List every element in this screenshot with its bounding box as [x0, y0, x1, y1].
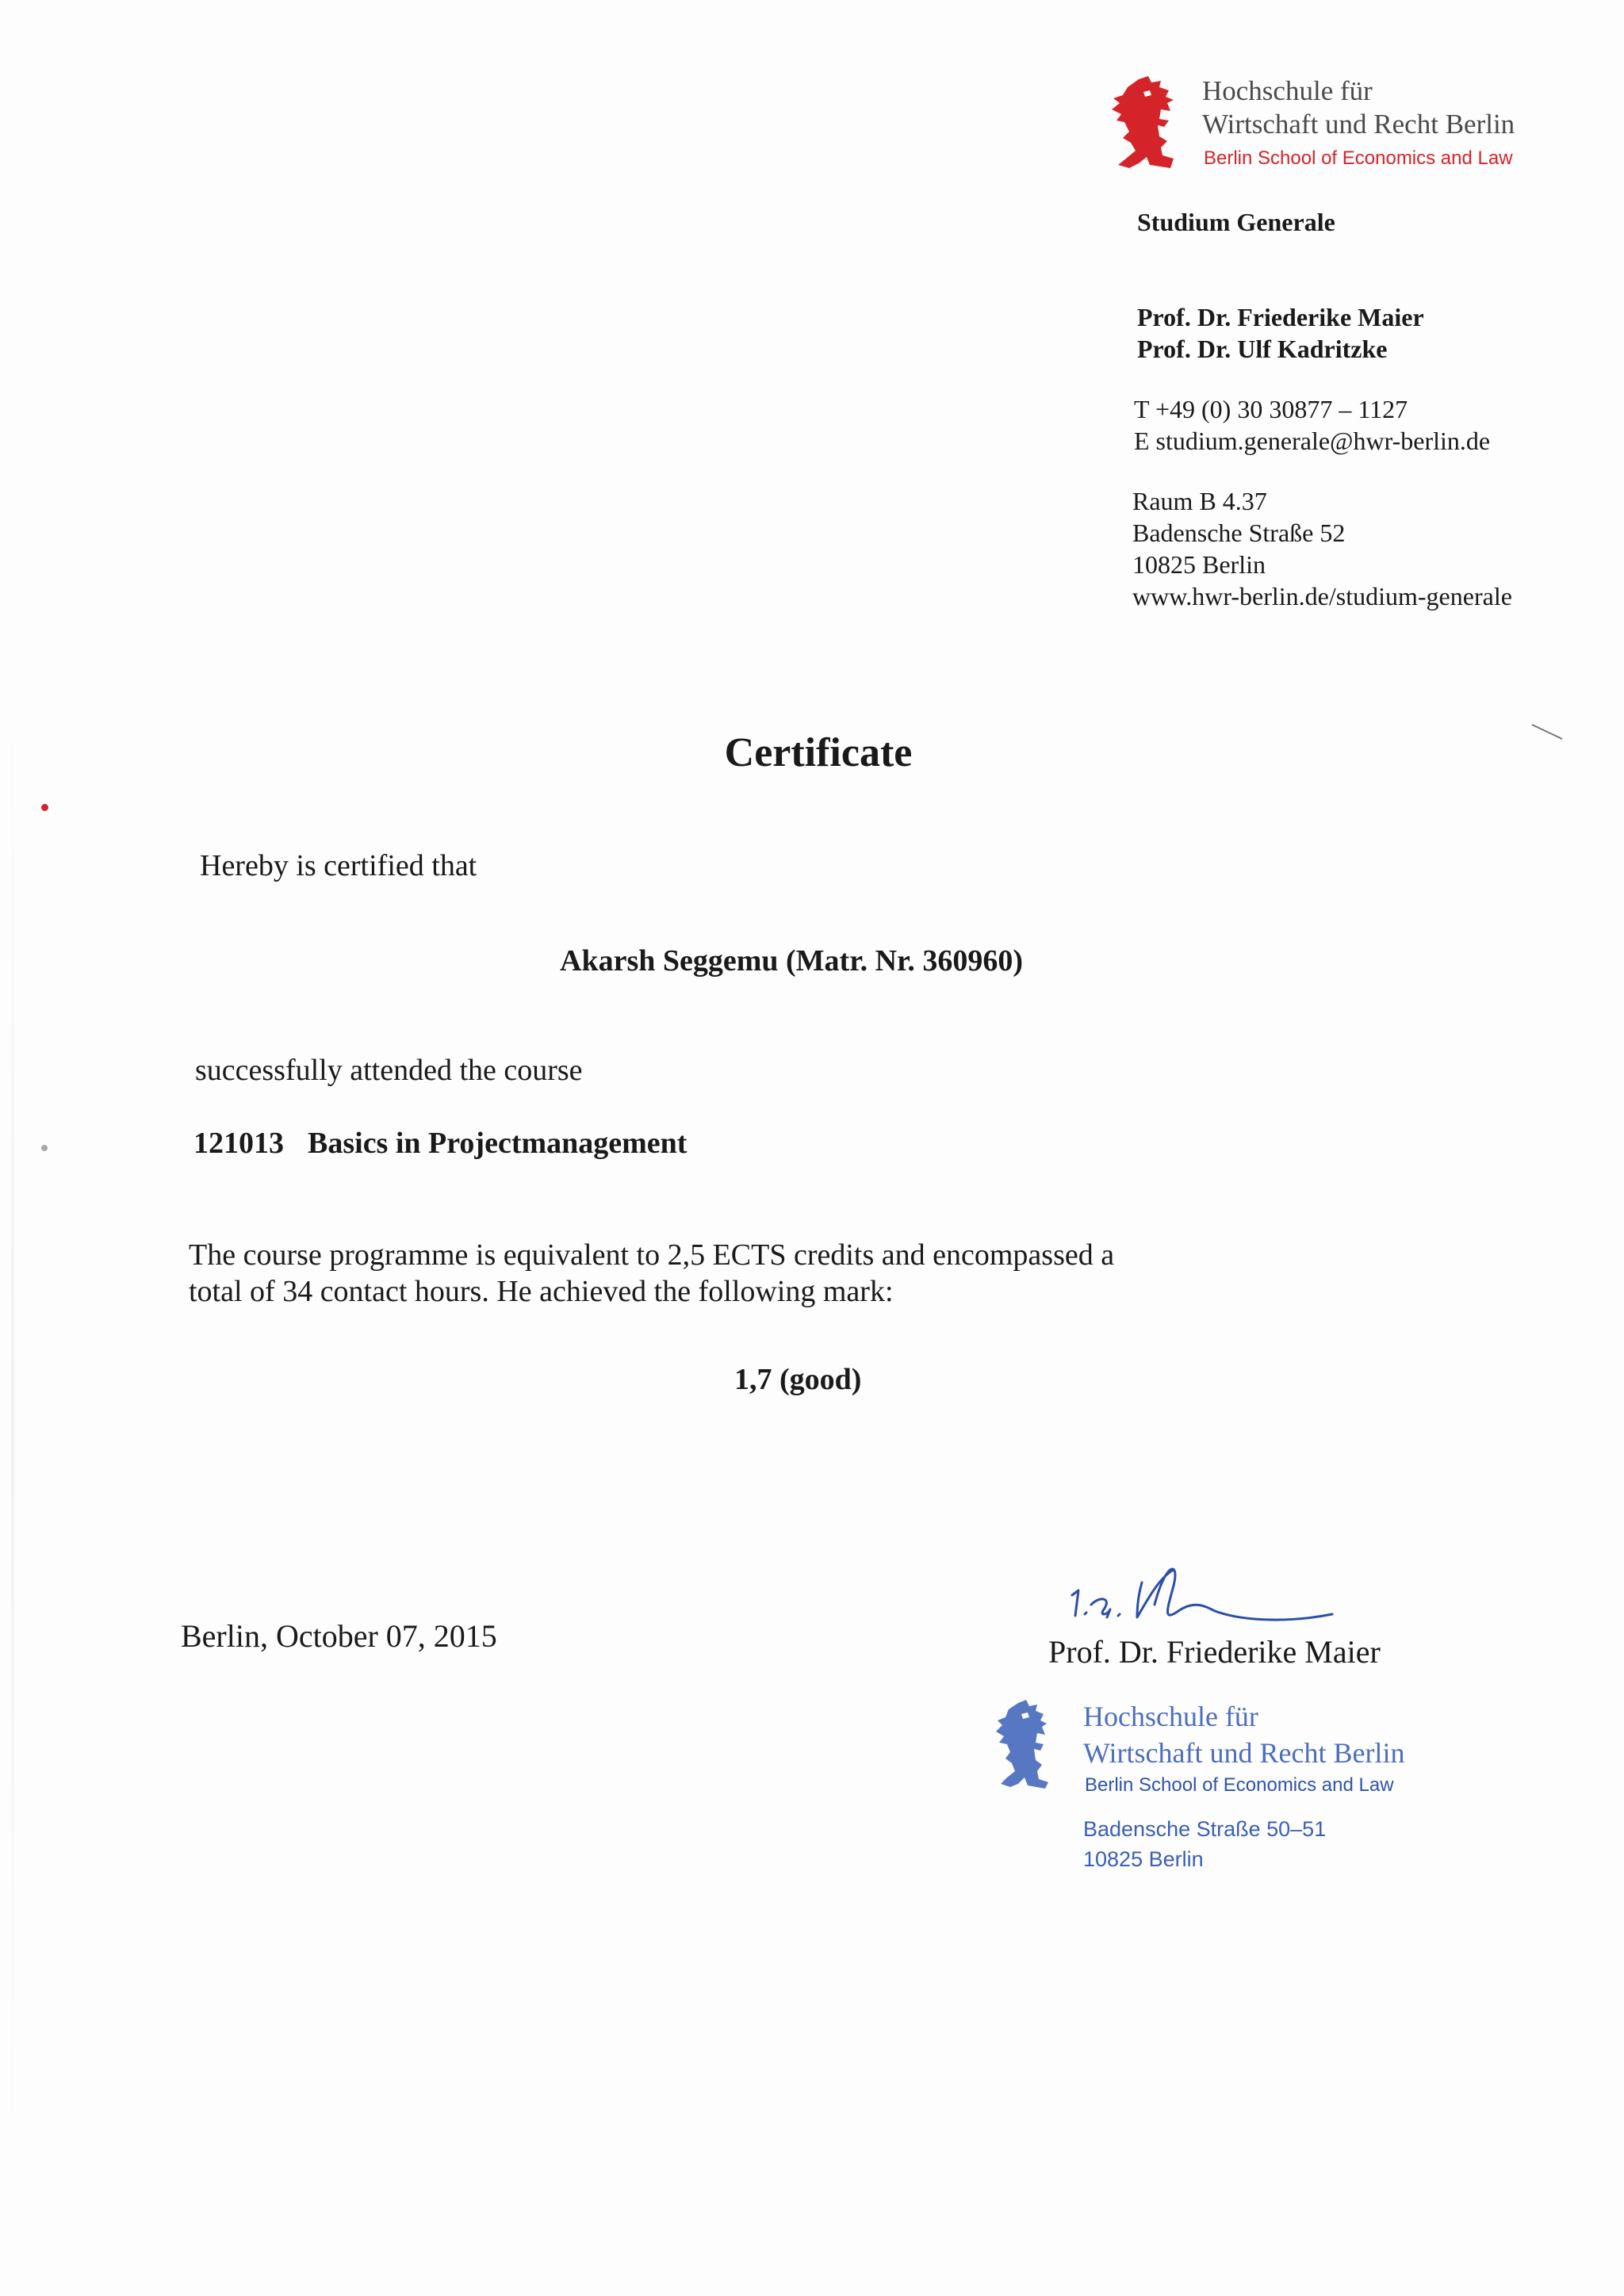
- student-name: Akarsh Seggemu (Matr. Nr. 360960): [560, 944, 1024, 978]
- scan-edge-shadow: [11, 714, 14, 2141]
- professor-1: Prof. Dr. Friederike Maier: [1137, 303, 1424, 331]
- institution-name-line2: Wirtschaft und Recht Berlin: [1202, 109, 1515, 140]
- postal-address: [1132, 485, 1512, 612]
- stamp-institution-en: Berlin School of Economics and Law: [1085, 1774, 1394, 1796]
- course-name: Basics in Projectmanagement: [308, 1127, 688, 1160]
- institution-name-de: [1202, 75, 1515, 141]
- credits-line-1: The course programme is equivalent to 2,5 ECTS credits and encompassed a: [189, 1238, 1115, 1272]
- phone-number: T +49 (0) 30 30877 – 1127: [1134, 395, 1408, 423]
- grade-mark: 1,7 (good): [734, 1363, 862, 1396]
- department-name: Studium Generale: [1137, 208, 1335, 236]
- professors-list: [1137, 301, 1424, 365]
- scan-speck-red: [41, 804, 48, 811]
- professor-2: Prof. Dr. Ulf Kadritzke: [1137, 335, 1388, 363]
- stamp-name-line1: Hochschule für: [1083, 1701, 1258, 1732]
- certificate-title: Certificate: [724, 730, 913, 775]
- intro-text: Hereby is certified that: [200, 849, 477, 882]
- street-address: Badensche Straße 52: [1132, 519, 1346, 547]
- scan-mark: [1530, 721, 1570, 745]
- stamp-street: Badensche Straße 50–51: [1083, 1817, 1327, 1841]
- official-stamp: [996, 1697, 1440, 1887]
- course-line: [193, 1126, 687, 1161]
- berlin-bear-icon: [1112, 76, 1178, 170]
- berlin-bear-stamp-icon: [996, 1700, 1051, 1789]
- credits-line-2: total of 34 contact hours. He achieved the following mark:: [189, 1275, 894, 1308]
- scan-speck-grey: [41, 1145, 48, 1151]
- attended-text: successfully attended the course: [195, 1054, 583, 1087]
- institution-name-line1: Hochschule für: [1202, 75, 1373, 106]
- course-code: 121013: [193, 1127, 284, 1160]
- stamp-institution-name: [1083, 1698, 1404, 1771]
- stamp-city: 10825 Berlin: [1083, 1847, 1204, 1871]
- handwritten-signature: [1055, 1546, 1340, 1633]
- stamp-address: [1083, 1814, 1326, 1874]
- city-postcode: 10825 Berlin: [1132, 550, 1266, 579]
- signer-name: Prof. Dr. Friederike Maier: [1048, 1634, 1381, 1670]
- credits-paragraph: [189, 1237, 1114, 1310]
- room-number: Raum B 4.37: [1132, 487, 1267, 515]
- website-url: www.hwr-berlin.de/studium-generale: [1132, 582, 1512, 610]
- email-address: E studium.generale@hwr-berlin.de: [1134, 427, 1491, 455]
- contact-info: [1134, 393, 1490, 457]
- stamp-name-line2: Wirtschaft und Recht Berlin: [1083, 1737, 1405, 1769]
- institution-name-en: Berlin School of Economics and Law: [1204, 147, 1513, 169]
- place-and-date: Berlin, October 07, 2015: [181, 1618, 497, 1654]
